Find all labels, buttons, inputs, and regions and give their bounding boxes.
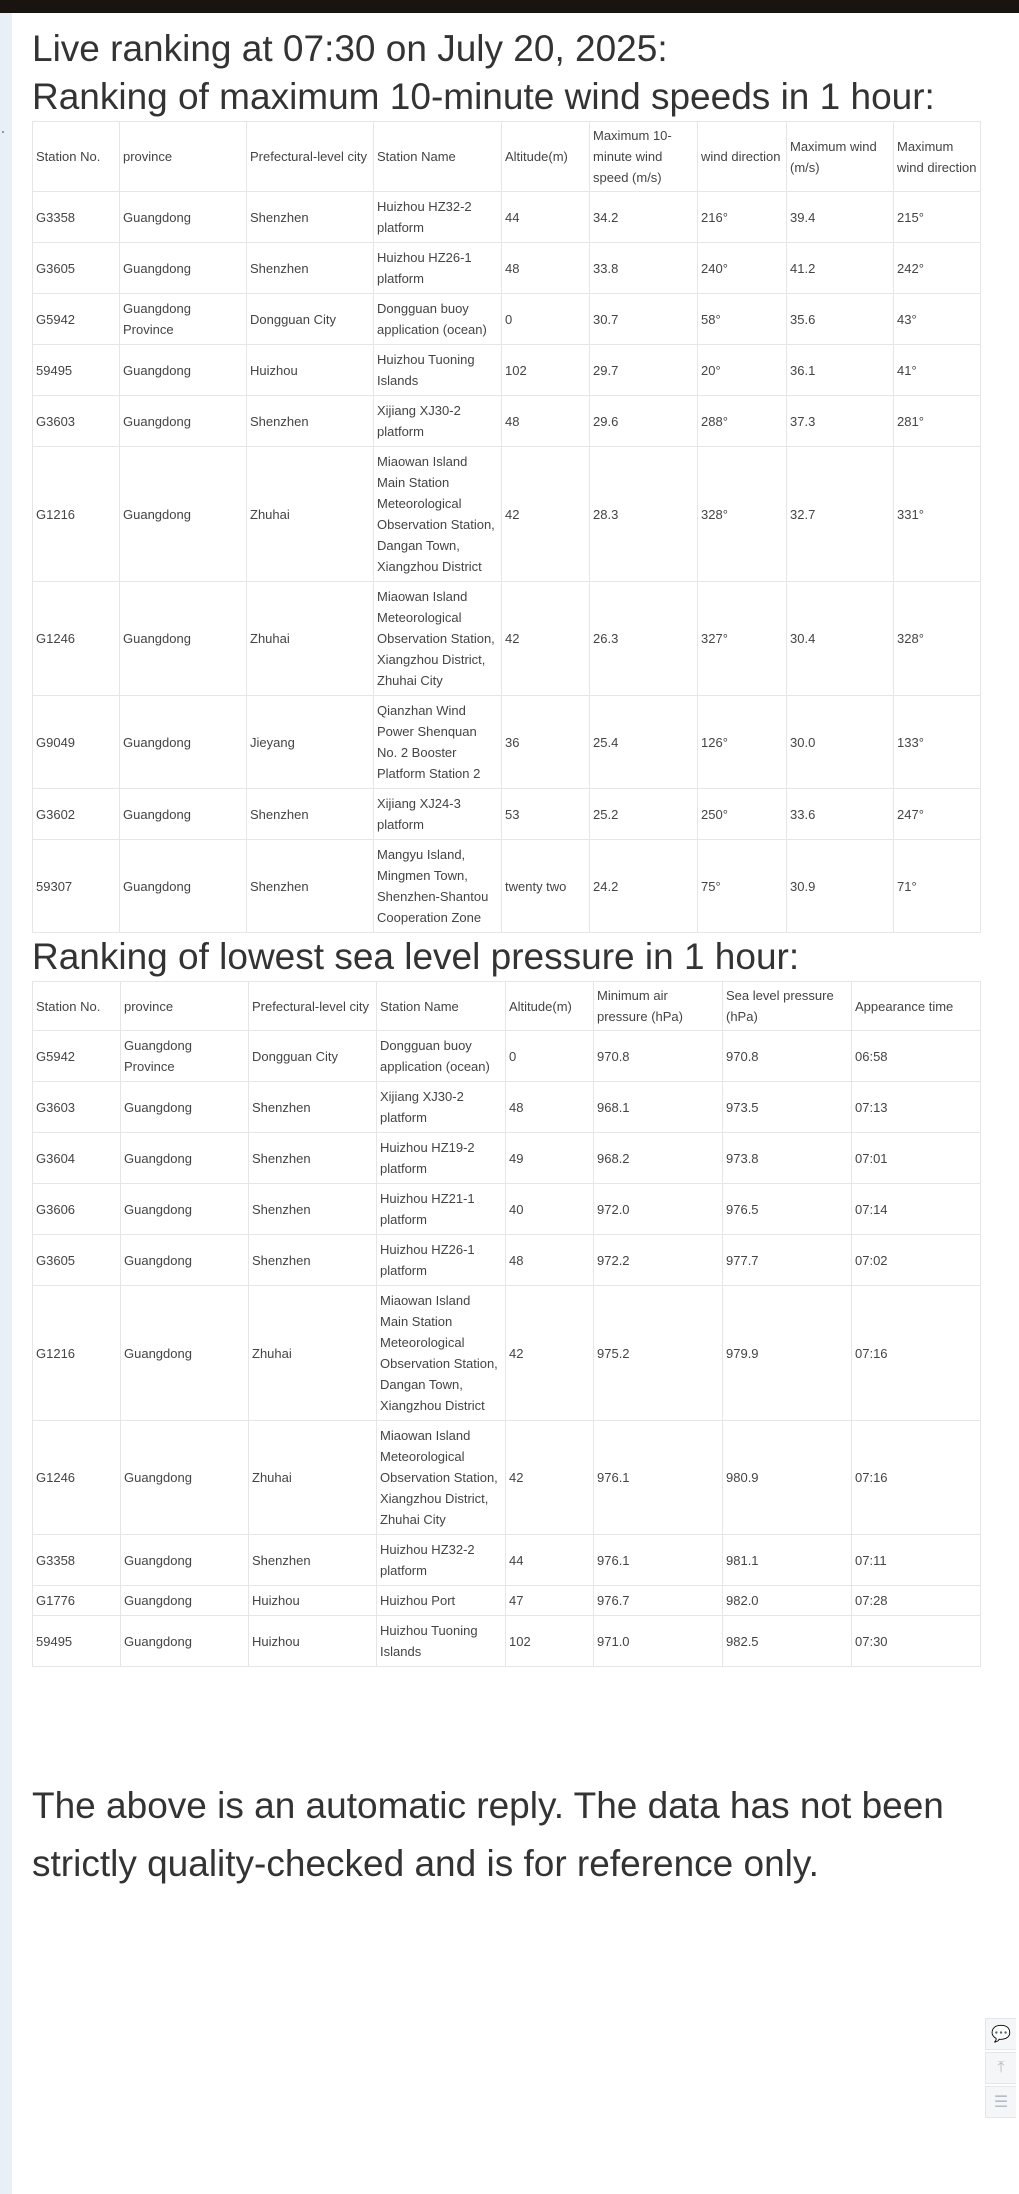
table-cell: Dongguan City <box>247 294 374 345</box>
table-cell: 0 <box>506 1031 594 1082</box>
table-cell: G3602 <box>33 789 120 840</box>
table-cell: 30.0 <box>787 696 894 789</box>
table-cell: Mangyu Island, Mingmen Town, Shenzhen-Shantou Cooperation Zone <box>374 840 502 933</box>
table-cell: G3604 <box>33 1133 121 1184</box>
table-cell: Guangdong <box>121 1082 249 1133</box>
table-row <box>33 1082 981 1133</box>
table-cell: 48 <box>506 1235 594 1286</box>
table-cell: Zhuhai <box>247 582 374 696</box>
table-row <box>33 1586 981 1616</box>
table-cell: 07:14 <box>852 1184 981 1235</box>
table-cell: Zhuhai <box>249 1286 377 1421</box>
table-cell: Qianzhan Wind Power Shenquan No. 2 Booster Platform Station 2 <box>374 696 502 789</box>
table-cell: 126° <box>698 696 787 789</box>
table-cell: Guangdong <box>120 582 247 696</box>
table-cell: G5942 <box>33 1031 121 1082</box>
column-header: Sea level pressure (hPa) <box>723 982 852 1031</box>
table-row <box>33 1184 981 1235</box>
wind-ranking-table <box>32 121 981 933</box>
table-cell: twenty two <box>502 840 590 933</box>
table-row <box>33 294 981 345</box>
table-cell: 49 <box>506 1133 594 1184</box>
table-cell: 977.7 <box>723 1235 852 1286</box>
table-cell: G1246 <box>33 582 120 696</box>
table-cell: Huizhou HZ19-2 platform <box>377 1133 506 1184</box>
table-cell: Shenzhen <box>249 1235 377 1286</box>
table-cell: 36.1 <box>787 345 894 396</box>
table-cell: 972.2 <box>594 1235 723 1286</box>
column-header: province <box>120 122 247 192</box>
table-cell: G1216 <box>33 1286 121 1421</box>
table-row <box>33 1535 981 1586</box>
table-cell: G1216 <box>33 447 120 582</box>
table-cell: 20° <box>698 345 787 396</box>
table-cell: Huizhou HZ26-1 platform <box>377 1235 506 1286</box>
table-cell: 982.0 <box>723 1586 852 1616</box>
table-row <box>33 789 981 840</box>
table-cell: 34.2 <box>590 192 698 243</box>
message-content <box>32 13 980 1893</box>
table-cell: G5942 <box>33 294 120 345</box>
table-cell: Huizhou <box>249 1586 377 1616</box>
table-cell: 247° <box>894 789 981 840</box>
table-cell: Guangdong <box>121 1286 249 1421</box>
table-cell: Zhuhai <box>249 1421 377 1535</box>
table-cell: Shenzhen <box>247 789 374 840</box>
table-cell: 75° <box>698 840 787 933</box>
table-cell: 28.3 <box>590 447 698 582</box>
table-cell: Huizhou <box>247 345 374 396</box>
table-cell: Huizhou <box>249 1616 377 1667</box>
table-cell: Shenzhen <box>247 243 374 294</box>
table-cell: 972.0 <box>594 1184 723 1235</box>
table-cell: 29.7 <box>590 345 698 396</box>
table-row <box>33 840 981 933</box>
table-cell: 968.2 <box>594 1133 723 1184</box>
table-cell: Guangdong <box>120 840 247 933</box>
table-cell: Guangdong <box>120 243 247 294</box>
table-cell: 216° <box>698 192 787 243</box>
table-cell: 976.5 <box>723 1184 852 1235</box>
table-cell: G3606 <box>33 1184 121 1235</box>
table-cell: 968.1 <box>594 1082 723 1133</box>
outline-list-icon[interactable]: ☰ <box>985 2086 1016 2118</box>
table-cell: Miaowan Island Main Station Meteorological Observation Station, Dangan Town, Xiangzhou District <box>374 447 502 582</box>
table-cell: 982.5 <box>723 1616 852 1667</box>
column-header: Appearance time <box>852 982 981 1031</box>
table-cell: 327° <box>698 582 787 696</box>
table-row <box>33 582 981 696</box>
table-cell: 29.6 <box>590 396 698 447</box>
table-cell: 58° <box>698 294 787 345</box>
wind-ranking-heading: Ranking of maximum 10-minute wind speeds in 1 hour: <box>32 76 935 118</box>
column-header: wind direction <box>698 122 787 192</box>
column-header: Station No. <box>33 982 121 1031</box>
table-cell: 07:30 <box>852 1616 981 1667</box>
table-cell: 44 <box>506 1535 594 1586</box>
table-cell: 102 <box>502 345 590 396</box>
table-cell: 24.2 <box>590 840 698 933</box>
table-row <box>33 396 981 447</box>
table-cell: Huizhou Tuoning Islands <box>377 1616 506 1667</box>
table-cell: Huizhou HZ32-2 platform <box>374 192 502 243</box>
table-cell: 53 <box>502 789 590 840</box>
table-cell: G1776 <box>33 1586 121 1616</box>
column-header: Station Name <box>374 122 502 192</box>
table-cell: Miaowan Island Main Station Meteorological Observation Station, Dangan Town, Xiangzhou District <box>377 1286 506 1421</box>
pressure-table-header-row <box>33 982 981 1031</box>
table-cell: G3605 <box>33 243 120 294</box>
table-cell: 133° <box>894 696 981 789</box>
table-cell: Guangdong <box>120 345 247 396</box>
table-cell: Jieyang <box>247 696 374 789</box>
table-row <box>33 192 981 243</box>
table-cell: G1246 <box>33 1421 121 1535</box>
table-cell: Miaowan Island Meteorological Observation Station, Xiangzhou District, Zhuhai City <box>377 1421 506 1535</box>
table-cell: 43° <box>894 294 981 345</box>
table-cell: 25.4 <box>590 696 698 789</box>
table-cell: 215° <box>894 192 981 243</box>
table-cell: Guangdong <box>121 1586 249 1616</box>
table-cell: 07:13 <box>852 1082 981 1133</box>
table-cell: 07:01 <box>852 1133 981 1184</box>
table-cell: G3605 <box>33 1235 121 1286</box>
table-cell: Guangdong <box>120 696 247 789</box>
table-cell: Zhuhai <box>247 447 374 582</box>
table-cell: Miaowan Island Meteorological Observation Station, Xiangzhou District, Zhuhai City <box>374 582 502 696</box>
table-cell: G3603 <box>33 396 120 447</box>
live-ranking-heading: Live ranking at 07:30 on July 20, 2025: <box>32 28 668 69</box>
table-cell: Shenzhen <box>249 1133 377 1184</box>
table-cell: 979.9 <box>723 1286 852 1421</box>
table-cell: 981.1 <box>723 1535 852 1586</box>
back-to-top-icon[interactable]: ⤒ <box>985 2052 1016 2084</box>
table-cell: 42 <box>502 447 590 582</box>
table-cell: Guangdong <box>121 1421 249 1535</box>
table-row <box>33 1286 981 1421</box>
pressure-table-body <box>33 1031 981 1667</box>
table-cell: Guangdong Province <box>120 294 247 345</box>
pressure-ranking-table <box>32 981 981 1667</box>
table-cell: 47 <box>506 1586 594 1616</box>
table-cell: 30.7 <box>590 294 698 345</box>
table-cell: Huizhou HZ26-1 platform <box>374 243 502 294</box>
table-cell: 36 <box>502 696 590 789</box>
table-cell: Guangdong <box>121 1235 249 1286</box>
table-cell: G3358 <box>33 1535 121 1586</box>
table-row <box>33 1235 981 1286</box>
table-cell: 59495 <box>33 345 120 396</box>
table-cell: 971.0 <box>594 1616 723 1667</box>
table-cell: 42 <box>506 1421 594 1535</box>
table-cell: Dongguan buoy application (ocean) <box>377 1031 506 1082</box>
column-header: Altitude(m) <box>502 122 590 192</box>
table-cell: Guangdong <box>120 447 247 582</box>
table-cell: 37.3 <box>787 396 894 447</box>
left-sidebar-strip <box>0 13 12 2194</box>
table-cell: 30.4 <box>787 582 894 696</box>
column-header: Altitude(m) <box>506 982 594 1031</box>
table-cell: Guangdong <box>121 1133 249 1184</box>
table-cell: 970.8 <box>594 1031 723 1082</box>
table-cell: Huizhou Tuoning Islands <box>374 345 502 396</box>
table-row <box>33 1133 981 1184</box>
table-row <box>33 243 981 294</box>
table-cell: 0 <box>502 294 590 345</box>
table-cell: Guangdong Province <box>121 1031 249 1082</box>
column-header: Station Name <box>377 982 506 1031</box>
table-cell: Huizhou HZ32-2 platform <box>377 1535 506 1586</box>
pressure-ranking-heading: Ranking of lowest sea level pressure in 1 hour: <box>32 936 800 978</box>
comment-icon[interactable]: 💬 <box>985 2018 1016 2050</box>
table-cell: 970.8 <box>723 1031 852 1082</box>
top-bar <box>0 0 1019 13</box>
table-cell: Huizhou Port <box>377 1586 506 1616</box>
sidebar-marker <box>2 131 4 133</box>
table-cell: 328° <box>698 447 787 582</box>
table-cell: 26.3 <box>590 582 698 696</box>
table-cell: Guangdong <box>120 789 247 840</box>
table-cell: 976.1 <box>594 1421 723 1535</box>
table-cell: 07:11 <box>852 1535 981 1586</box>
table-cell: 48 <box>506 1082 594 1133</box>
table-cell: Shenzhen <box>247 396 374 447</box>
table-cell: 41° <box>894 345 981 396</box>
table-cell: 39.4 <box>787 192 894 243</box>
table-cell: 07:16 <box>852 1421 981 1535</box>
wind-table-header-row <box>33 122 981 192</box>
table-cell: Dongguan City <box>249 1031 377 1082</box>
table-cell: 973.5 <box>723 1082 852 1133</box>
table-cell: Guangdong <box>121 1184 249 1235</box>
table-cell: 288° <box>698 396 787 447</box>
table-cell: Shenzhen <box>247 840 374 933</box>
table-cell: Guangdong <box>120 192 247 243</box>
table-row <box>33 345 981 396</box>
table-row <box>33 447 981 582</box>
column-header: Prefectural-level city <box>247 122 374 192</box>
table-cell: 102 <box>506 1616 594 1667</box>
table-cell: Shenzhen <box>249 1535 377 1586</box>
table-cell: 42 <box>502 582 590 696</box>
table-cell: Shenzhen <box>249 1184 377 1235</box>
table-cell: Shenzhen <box>249 1082 377 1133</box>
table-cell: 980.9 <box>723 1421 852 1535</box>
table-cell: 59495 <box>33 1616 121 1667</box>
table-cell: Guangdong <box>120 396 247 447</box>
table-cell: 71° <box>894 840 981 933</box>
table-cell: Shenzhen <box>247 192 374 243</box>
table-cell: 40 <box>506 1184 594 1235</box>
wind-table-body <box>33 192 981 933</box>
table-cell: 06:58 <box>852 1031 981 1082</box>
table-cell: 242° <box>894 243 981 294</box>
table-cell: 48 <box>502 243 590 294</box>
table-cell: 42 <box>506 1286 594 1421</box>
column-header: Minimum air pressure (hPa) <box>594 982 723 1031</box>
table-row <box>33 696 981 789</box>
disclaimer-text: The above is an automatic reply. The data has not been strictly quality-checked and is for reference only. <box>32 1785 944 1885</box>
table-cell: 973.8 <box>723 1133 852 1184</box>
table-cell: Guangdong <box>121 1616 249 1667</box>
table-row <box>33 1421 981 1535</box>
column-header: province <box>121 982 249 1031</box>
table-cell: 07:02 <box>852 1235 981 1286</box>
table-cell: G9049 <box>33 696 120 789</box>
column-header: Maximum wind (m/s) <box>787 122 894 192</box>
table-cell: Xijiang XJ30-2 platform <box>377 1082 506 1133</box>
table-cell: 30.9 <box>787 840 894 933</box>
table-cell: Xijiang XJ30-2 platform <box>374 396 502 447</box>
table-cell: 250° <box>698 789 787 840</box>
table-cell: 331° <box>894 447 981 582</box>
table-row <box>33 1031 981 1082</box>
table-cell: G3358 <box>33 192 120 243</box>
column-header: Prefectural-level city <box>249 982 377 1031</box>
table-cell: 35.6 <box>787 294 894 345</box>
table-cell: 240° <box>698 243 787 294</box>
table-cell: 32.7 <box>787 447 894 582</box>
table-cell: 328° <box>894 582 981 696</box>
column-header: Station No. <box>33 122 120 192</box>
table-cell: 25.2 <box>590 789 698 840</box>
table-cell: 59307 <box>33 840 120 933</box>
floating-toolbar <box>985 2018 1019 2120</box>
table-cell: 976.1 <box>594 1535 723 1586</box>
table-cell: Dongguan buoy application (ocean) <box>374 294 502 345</box>
table-cell: 33.8 <box>590 243 698 294</box>
table-row <box>33 1616 981 1667</box>
table-cell: 975.2 <box>594 1286 723 1421</box>
table-cell: Huizhou HZ21-1 platform <box>377 1184 506 1235</box>
table-cell: Guangdong <box>121 1535 249 1586</box>
table-cell: 07:16 <box>852 1286 981 1421</box>
table-cell: 48 <box>502 396 590 447</box>
table-cell: G3603 <box>33 1082 121 1133</box>
table-cell: 976.7 <box>594 1586 723 1616</box>
table-cell: 281° <box>894 396 981 447</box>
column-header: Maximum 10-minute wind speed (m/s) <box>590 122 698 192</box>
column-header: Maximum wind direction <box>894 122 981 192</box>
table-cell: 44 <box>502 192 590 243</box>
table-cell: 33.6 <box>787 789 894 840</box>
table-cell: 07:28 <box>852 1586 981 1616</box>
table-cell: 41.2 <box>787 243 894 294</box>
table-cell: Xijiang XJ24-3 platform <box>374 789 502 840</box>
